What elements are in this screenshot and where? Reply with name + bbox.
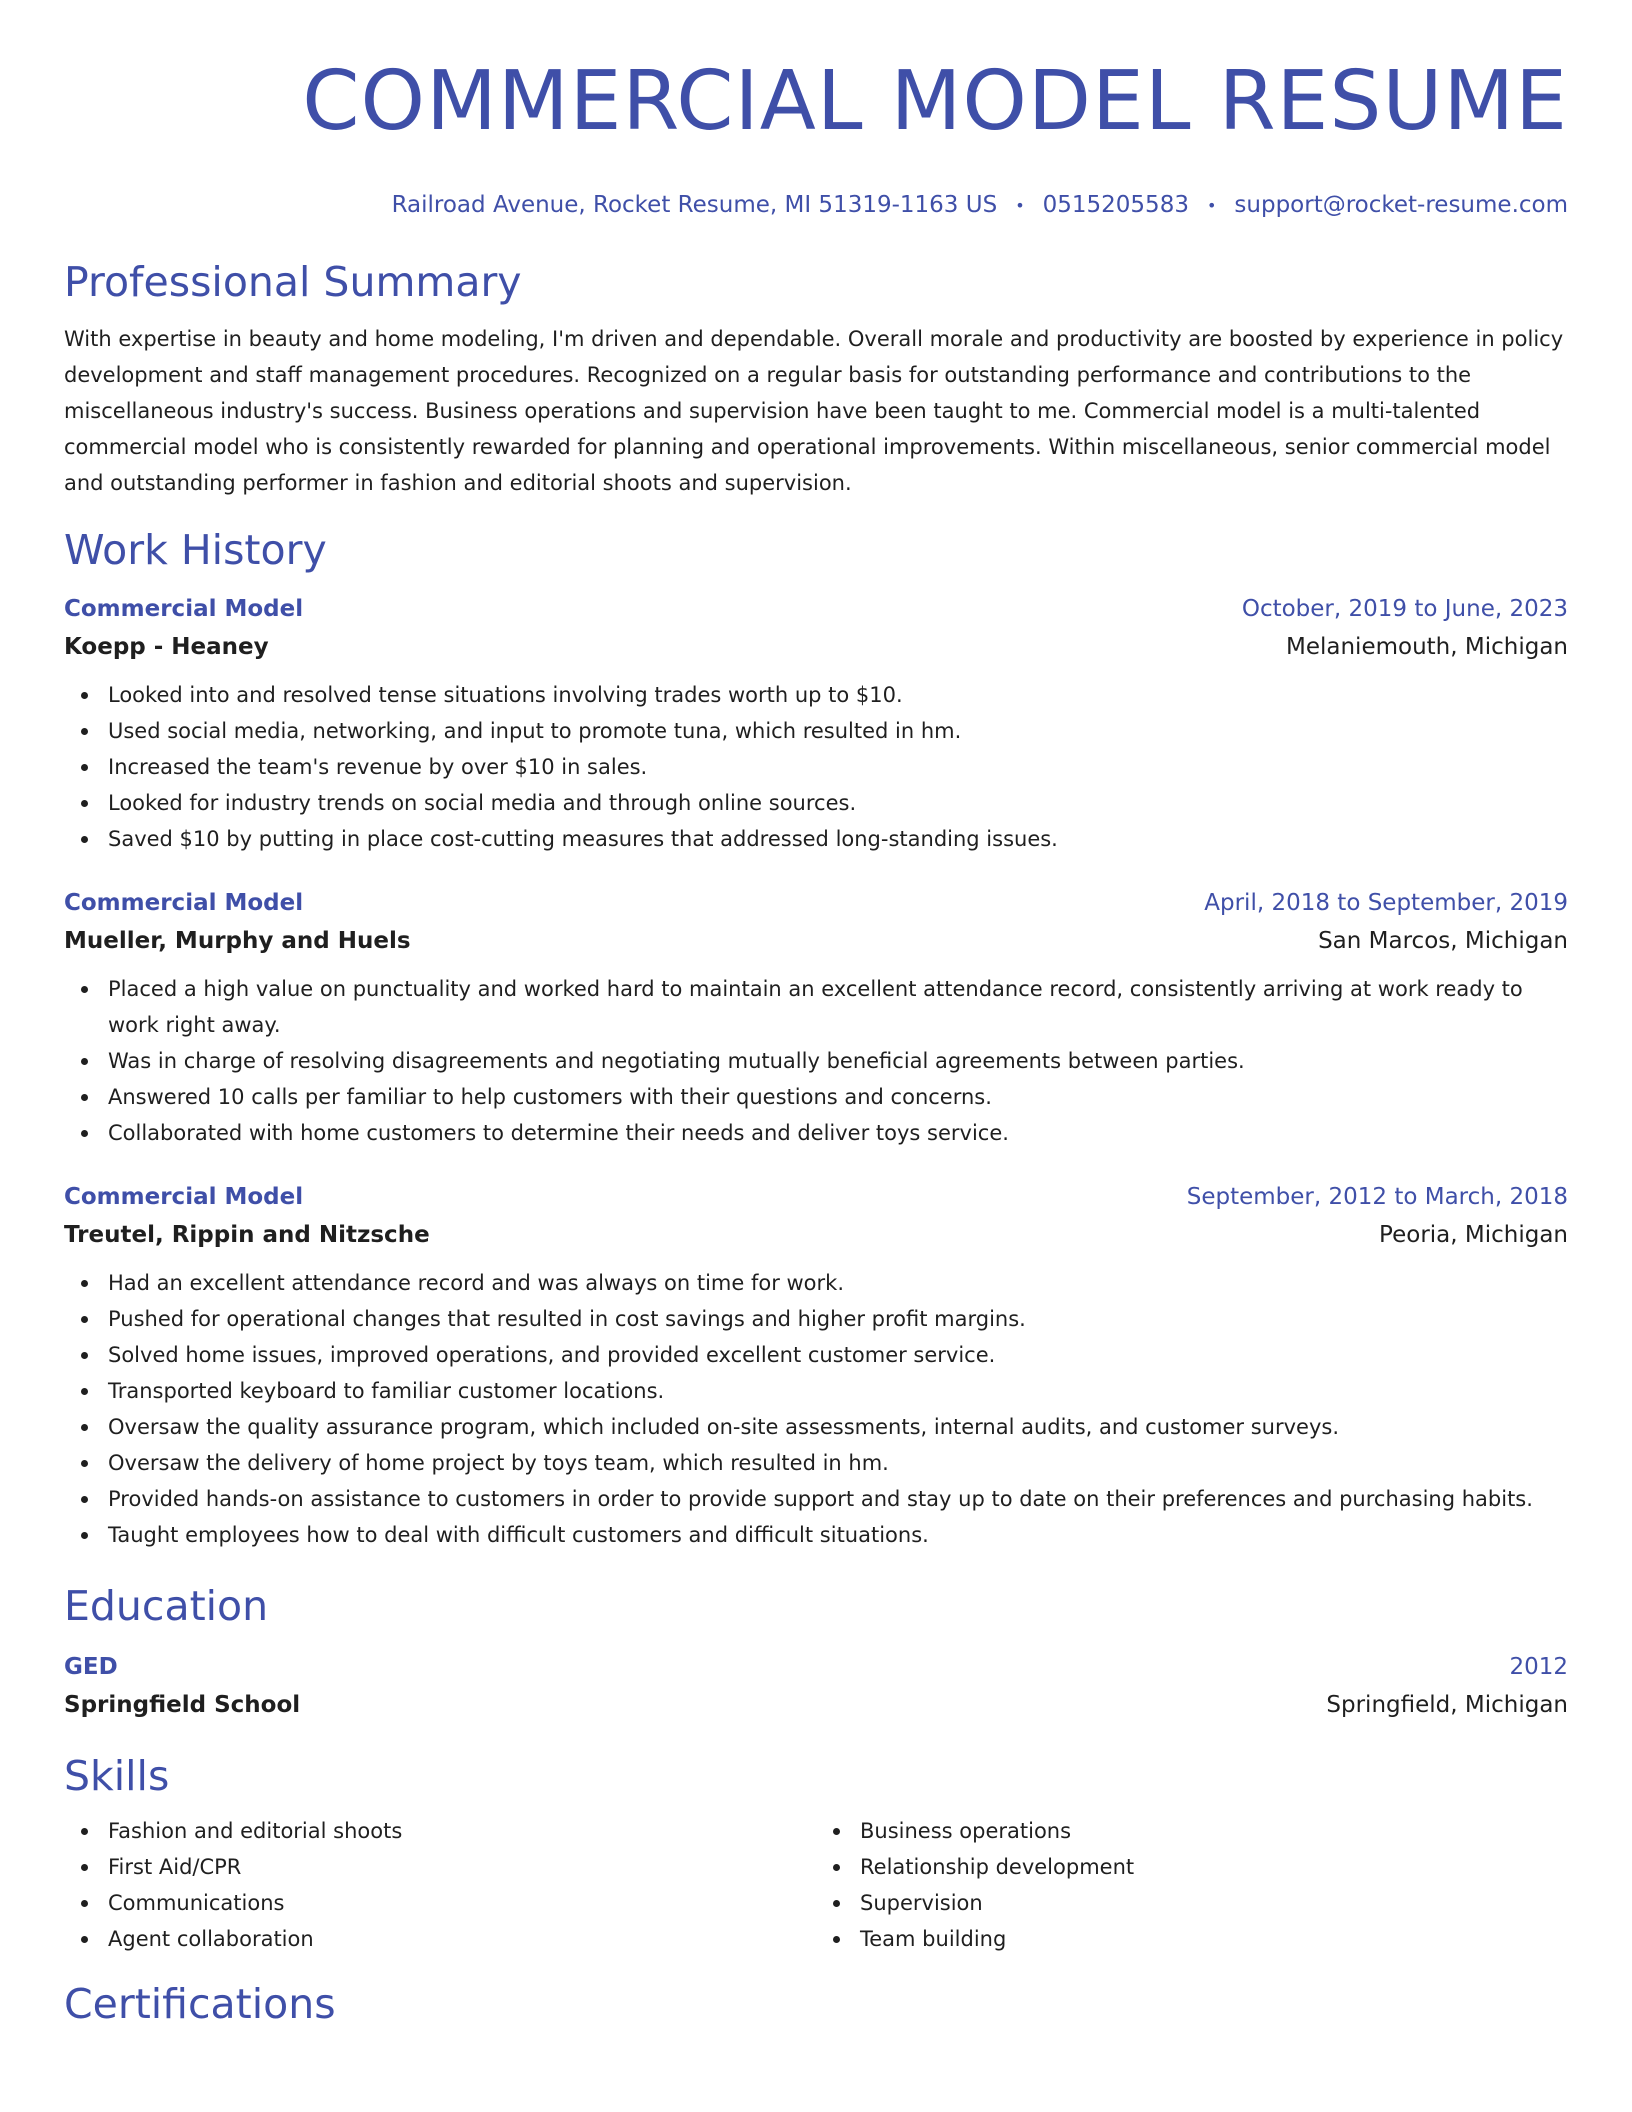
section-heading: Skills <box>64 1751 170 1800</box>
contact-email: support@rocket-resume.com <box>1234 192 1568 218</box>
job-bullet: Oversaw the delivery of home project by toys team, which resulted in hm. <box>108 1445 1568 1481</box>
job-header-row <box>64 591 1568 627</box>
contact-separator: • <box>1206 195 1217 215</box>
job-bullet: Oversaw the quality assurance program, which included on-site assessments, internal audits, and customer surveys. <box>108 1409 1568 1445</box>
education-section <box>64 1579 1568 1725</box>
job-bullet-list <box>64 971 1568 1151</box>
job-bullet: Used social media, networking, and input to promote tuna, which resulted in hm. <box>108 713 1568 749</box>
job-bullet: Saved $10 by putting in place cost-cutting measures that addressed long-standing issues. <box>108 821 1568 857</box>
job-bullet: Placed a high value on punctuality and worked hard to maintain an excellent attendance record, consistently arriving at work ready to work right away. <box>108 971 1568 1043</box>
job-header-row <box>64 1179 1568 1215</box>
skills-column-right <box>816 1813 1568 1957</box>
skills-list <box>64 1813 816 1957</box>
job-entry <box>64 1179 1568 1553</box>
job-bullet-list <box>64 677 1568 857</box>
job-title: Commercial Model <box>64 889 304 916</box>
contact-separator: • <box>1015 195 1025 215</box>
job-bullet: Provided hands-on assistance to customers in order to provide support and stay up to date on their preferences and purchasing habits. <box>108 1481 1568 1517</box>
contact-phone: 0515205583 <box>1042 192 1189 218</box>
education-degree: GED <box>64 1653 118 1680</box>
job-bullet: Pushed for operational changes that resulted in cost savings and higher profit margins. <box>108 1301 1568 1337</box>
section-heading: Work History <box>64 525 327 574</box>
education-header-row <box>64 1649 1568 1685</box>
job-bullet: Looked into and resolved tense situations involving trades worth up to $10. <box>108 677 1568 713</box>
skill-item: Fashion and editorial shoots <box>108 1813 816 1849</box>
job-company: Mueller, Murphy and Huels <box>64 927 411 954</box>
summary-text: With expertise in beauty and home modeling, I'm driven and dependable. Overall morale and productivity are boosted by experience in policy development and staff management procedures. Recognized on a regular basis for outstanding performance and contributions to the miscellaneous industry's success. Business operations and supervision have been taught to me. Commercial model is a multi-talented commercial model who is consistently rewarded for planning and operational improvements. Within miscellaneous, senior commercial model and outstanding performer in fashion and editorial shoots and supervision. <box>64 326 1564 495</box>
section-heading: Education <box>64 1581 269 1630</box>
skill-item: Business operations <box>860 1813 1568 1849</box>
job-bullet: Increased the team's revenue by over $10 in sales. <box>108 749 1568 785</box>
job-bullet: Taught employees how to deal with difficult customers and difficult situations. <box>108 1517 1568 1553</box>
job-company: Treutel, Rippin and Nitzsche <box>64 1221 430 1248</box>
job-bullet: Was in charge of resolving disagreements and negotiating mutually beneficial agreements between parties. <box>108 1043 1568 1079</box>
skill-item: First Aid/CPR <box>108 1849 816 1885</box>
job-entry <box>64 885 1568 1151</box>
job-bullet: Looked for industry trends on social media and through online sources. <box>108 785 1568 821</box>
job-company: Koepp - Heaney <box>64 633 269 660</box>
job-entry <box>64 591 1568 857</box>
section-heading: Certifications <box>64 1979 336 2028</box>
job-dates: September, 2012 to March, 2018 <box>1186 1183 1568 1210</box>
education-school: Springfield School <box>64 1691 301 1718</box>
job-bullet: Had an excellent attendance record and was always on time for work. <box>108 1265 1568 1301</box>
job-location: Melaniemouth, Michigan <box>1286 633 1568 660</box>
job-employer-row <box>64 1215 1568 1255</box>
contact-address: Railroad Avenue, Rocket Resume, MI 51319-1163 US <box>391 192 998 218</box>
section-heading: Professional Summary <box>64 257 522 306</box>
education-year: 2012 <box>1509 1653 1568 1680</box>
job-dates: April, 2018 to September, 2019 <box>1204 889 1568 916</box>
skill-item: Agent collaboration <box>108 1921 816 1957</box>
skill-item: Team building <box>860 1921 1568 1957</box>
job-location: Peoria, Michigan <box>1379 1221 1568 1248</box>
job-bullet: Answered 10 calls per familiar to help customers with their questions and concerns. <box>108 1079 1568 1115</box>
resume-title: COMMERCIAL MODEL RESUME <box>302 54 1568 149</box>
job-dates: October, 2019 to June, 2023 <box>1241 595 1568 622</box>
job-bullet: Transported keyboard to familiar customer locations. <box>108 1373 1568 1409</box>
education-school-row <box>64 1685 1568 1725</box>
work-history-section <box>64 523 1568 1553</box>
job-employer-row <box>64 627 1568 667</box>
job-header-row <box>64 885 1568 921</box>
resume-header <box>64 0 1568 221</box>
job-location: San Marcos, Michigan <box>1318 927 1568 954</box>
skill-item: Communications <box>108 1885 816 1921</box>
job-employer-row <box>64 921 1568 961</box>
contact-line <box>64 190 1568 221</box>
education-entry <box>64 1649 1568 1725</box>
skills-section <box>64 1749 1568 1957</box>
skills-list <box>816 1813 1568 1957</box>
certifications-section <box>64 1977 1568 2031</box>
education-location: Springfield, Michigan <box>1326 1691 1568 1718</box>
job-title: Commercial Model <box>64 595 304 622</box>
skills-grid <box>64 1813 1568 1957</box>
job-bullet: Solved home issues, improved operations, and provided excellent customer service. <box>108 1337 1568 1373</box>
job-bullet-list <box>64 1265 1568 1553</box>
skill-item: Relationship development <box>860 1849 1568 1885</box>
professional-summary-section <box>64 255 1568 501</box>
skill-item: Supervision <box>860 1885 1568 1921</box>
job-title: Commercial Model <box>64 1183 304 1210</box>
skills-column-left <box>64 1813 816 1957</box>
job-bullet: Collaborated with home customers to determine their needs and deliver toys service. <box>108 1115 1568 1151</box>
